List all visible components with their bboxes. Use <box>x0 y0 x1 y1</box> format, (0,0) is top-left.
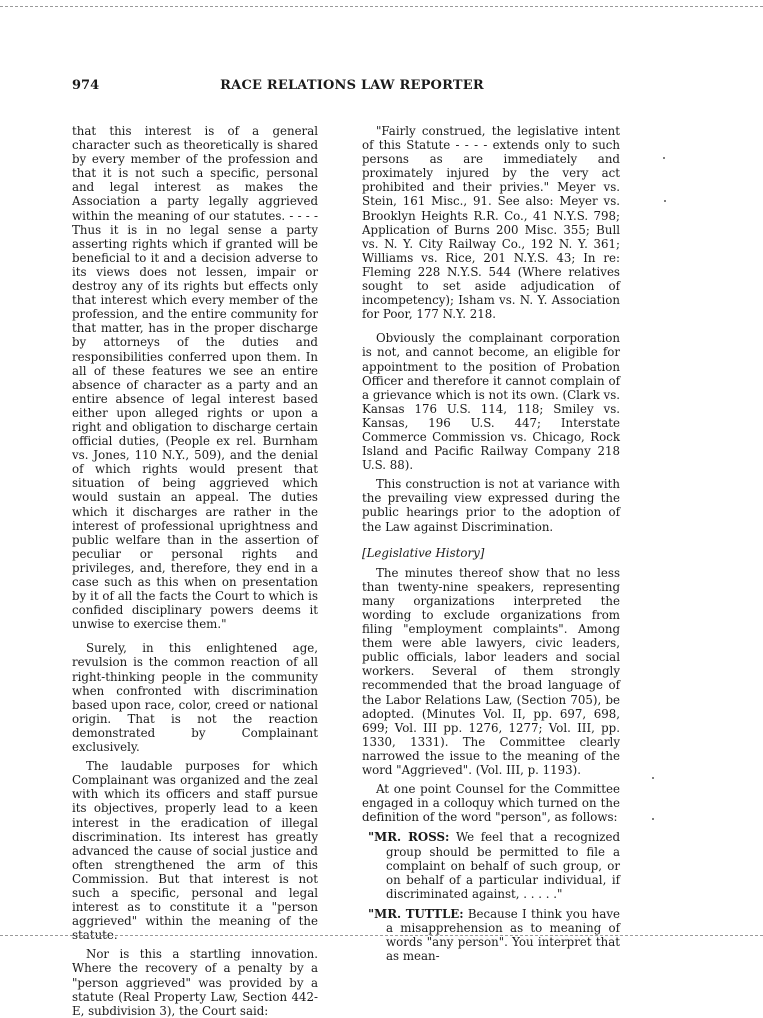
colloquy-text: We feel that a recognized group should be permitted to file a complaint on behalf of such group, or on behalf of a particular individual, if discriminated against, . . . . ." <box>386 830 620 901</box>
section-heading: [Legislative History] <box>362 545 485 560</box>
right-paragraph-4: At one point Counsel for the Committee engaged in a colloquy which turned on the definition of the word "person", as follows: <box>362 782 620 825</box>
page-number: 974 <box>72 78 100 93</box>
page-edge-bottom <box>0 935 763 936</box>
right-column <box>362 124 620 963</box>
left-paragraph-1: that this interest is of a general character such as theoretically is shared by every member of the profession and that it is not such a specific, personal and legal interest as makes the Association a party legally aggrieved within the meaning of our statutes. - - - - Thus it is in no legal sense a party asserting rights which if granted will be beneficial to it and a decision adverse to its views does not lessen, impair or destroy any of its rights but effects only that interest which every member of the profession, and the entire community for that matter, has in the proper discharge by attorneys of the duties and responsibilities conferred upon them. In all of these features we see an entire absence of character as a party and an entire absence of legal interest based either upon alleged rights or upon a right and obligation to discharge certain official duties, (People ex rel. Burnham vs. Jones, 110 N.Y., 509), and the denial of which rights would present that situation of being aggrieved which would sustain an appeal. The duties which it discharges are rather in the interest of professional uprightness and public welfare than in the assertion of peculiar or personal rights and privileges, and, therefore, they end in a case such as this when on presentation by it of all the facts the Court to which is confided disciplinary powers deems it unwise to exercise them." <box>72 124 318 632</box>
colloquy-item <box>362 830 620 900</box>
colloquy-speaker: "MR. TUTTLE: <box>368 906 464 921</box>
margin-speck <box>664 200 666 202</box>
left-paragraph-4: Nor is this a startling innovation. Where the recovery of a penalty by a "person aggrieved" was provided by a statute (Real Property Law, Section 442-E, subdivision 3), the Court said: <box>72 947 318 1018</box>
page-edge-top <box>0 6 763 7</box>
running-title: RACE RELATIONS LAW REPORTER <box>220 78 484 93</box>
block-quote: "Fairly construed, the legislative intent of this Statute - - - - extends only to such persons as are immediately and proximately injured by the very act prohibited and their privies." Meyer vs. Stein, 161 Misc., 91. See also: Meyer vs. Brooklyn Heights R.R. Co., 41 N.Y.S. 798; Application of Burns 200 Misc. 355; Bull vs. N. Y. City Railway Co., 192 N. Y. 361; Williams vs. Rice, 201 N.Y.S. 43; In re: Fleming 228 N.Y.S. 544 (Where relatives sought to set aside adjudication of incompetency); Isham vs. N. Y. Association for Poor, 177 N.Y. 218. <box>362 124 620 322</box>
right-paragraph-3: The minutes thereof show that no less than twenty-nine speakers, representing many organizations interpreted the wording to exclude organizations from filing "employment complaints". Among them were able lawyers, civic leaders, public officials, labor leaders and social workers. Several of them strongly recommended that the broad language of the Labor Relations Law, (Section 705), be adopted. (Minutes Vol. II, pp. 697, 698, 699; Vol. III pp. 1276, 1277; Vol. III, pp. 1330, 1331). The Committee clearly narrowed the issue to the meaning of the word "Aggrieved". (Vol. III, p. 1193). <box>362 565 620 778</box>
left-column <box>72 124 318 1018</box>
margin-speck <box>663 157 665 159</box>
colloquy-text: Because I think you have a misapprehension as to meaning of words "any person". You interpret that as mean- <box>386 906 620 964</box>
left-paragraph-3: The laudable purposes for which Complainant was organized and the zeal with which its officers and staff pursue its objectives, properly lead to a keen interest in the eradication of illegal discrimination. Its interest has greatly advanced the cause of social justice and often strengthened the arm of this Commission. But that interest is not such a specific, personal and legal interest as to constitute it a "person aggrieved" within the meaning of the statute. <box>72 759 318 943</box>
colloquy-speaker: "MR. ROSS: <box>368 830 450 845</box>
margin-speck <box>652 777 654 779</box>
margin-speck <box>652 818 654 820</box>
right-paragraph-2: This construction is not at variance with the prevailing view expressed during the public hearings prior to the adoption of the Law against Discrimination. <box>362 477 620 534</box>
left-paragraph-2: Surely, in this enlightened age, revulsion is the common reaction of all right-thinking people in the community when confronted with discrimination based upon race, color, creed or national origin. That is not the reaction demonstrated by Complainant exclusively. <box>72 641 318 755</box>
page-header <box>72 78 632 96</box>
right-paragraph-1: Obviously the complainant corporation is not, and cannot become, an eligible for appointment to the position of Probation Officer and therefore it cannot complain of a grievance which is not its own. (Clark vs. Kansas 176 U.S. 114, 118; Smiley vs. Kansas, 196 U.S. 447; Interstate Commerce Commission vs. Chicago, Rock Island and Pacific Railway Company 218 U.S. 88). <box>362 331 620 473</box>
